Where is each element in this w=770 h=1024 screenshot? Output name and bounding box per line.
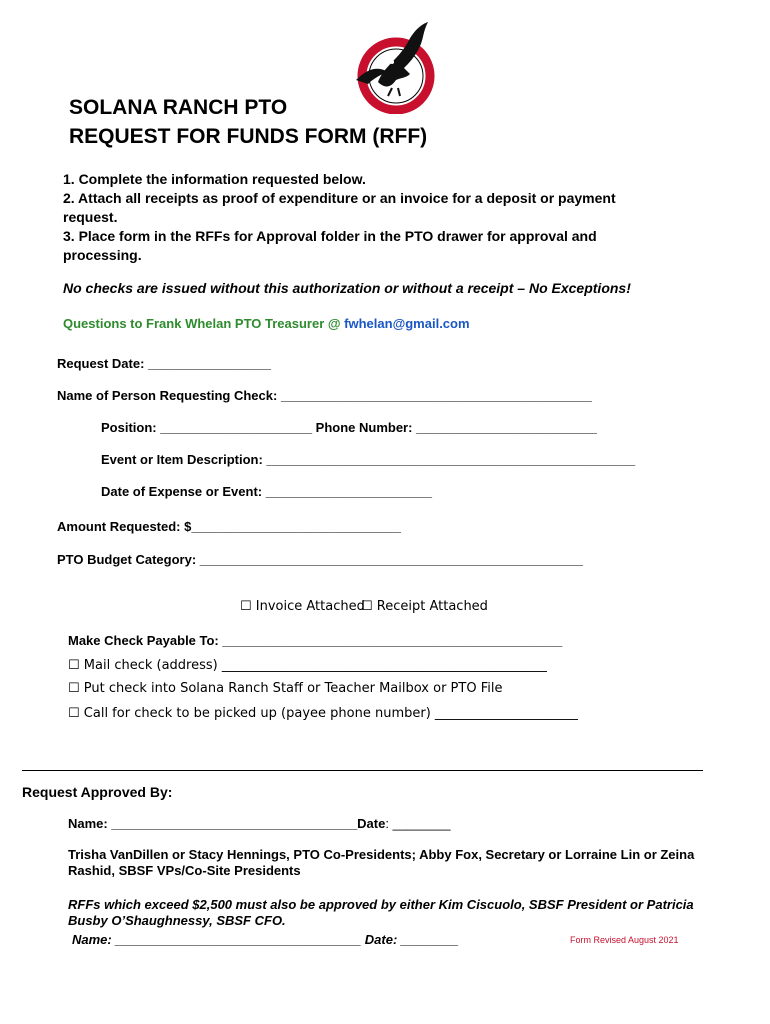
approver-date-line: : ________ [385,816,451,831]
large-request-note: RFFs which exceed $2,500 must also be approved by either Kim Ciscuolo, SBSF President or Patricia Busby O’Shaughnessy, SBSF CFO. [68,897,694,928]
form-title-line2: REQUEST FOR FUNDS FORM (RFF) [69,125,428,148]
requester-name-field[interactable]: Name of Person Requesting Check: ___________________________________________ [57,388,592,403]
eagle-seal-icon [348,22,438,114]
approval-heading: Request Approved By: [22,784,173,800]
event-description-field[interactable]: Event or Item Description: ___________________________________________________ [101,452,636,467]
position-phone-field[interactable]: Position: _____________________ Phone Number: _________________________ [101,420,597,435]
expense-date-field[interactable]: Date of Expense or Event: _______________________ [101,484,432,499]
questions-line [63,316,470,331]
budget-category-field[interactable]: PTO Budget Category: _____________________________________________________ [57,552,583,567]
call-pickup-option[interactable]: ☐ Call for check to be picked up (payee phone number) ______________________ [68,706,578,721]
request-date-field[interactable]: Request Date: _________________ [57,356,271,371]
mail-check-option[interactable]: ☐ Mail check (address) __________________________________________________ [68,658,547,673]
form-title-line1: SOLANA RANCH PTO [69,96,288,119]
approvers-list: Trisha VanDillen or Stacy Hennings, PTO Co-Presidents; Abby Fox, Secretary or Lorraine Lin or Zeina Rashid, SBSF VPs/Co-Site Presidents [68,847,695,878]
invoice-attached-checkbox[interactable]: ☐ Invoice Attached [240,599,365,614]
section-divider [22,770,703,771]
instruction-step-1: 1. Complete the information requested below. [63,171,366,187]
no-checks-warning: No checks are issued without this authorization or without a receipt – No Exceptions! [63,280,631,296]
treasurer-email-link[interactable]: fwhelan@gmail.com [344,316,470,331]
receipt-attached-checkbox[interactable]: ☐ Receipt Attached [361,599,488,614]
check-payable-field[interactable]: Make Check Payable To: _______________________________________________ [68,633,563,648]
questions-text: Questions to Frank Whelan PTO Treasurer @ [63,316,345,331]
instruction-step-2: 2. Attach all receipts as proof of expenditure or an invoice for a deposit or payment request. [63,190,616,225]
amount-requested-field[interactable]: Amount Requested: $_____________________________ [57,519,402,534]
instruction-step-3: 3. Place form in the RFFs for Approval folder in the PTO drawer for approval and processing. [63,228,597,263]
mailbox-option[interactable]: ☐ Put check into Solana Ranch Staff or Teacher Mailbox or PTO File [68,681,503,696]
approver-date-label: Date [357,816,386,831]
approver-name-field[interactable] [68,816,450,831]
form-revised-note: Form Revised August 2021 [570,935,679,945]
sbsf-approver-field[interactable]: Name: __________________________________ Date: ________ [72,932,459,947]
approver-name-line: Name: __________________________________ [68,816,358,831]
